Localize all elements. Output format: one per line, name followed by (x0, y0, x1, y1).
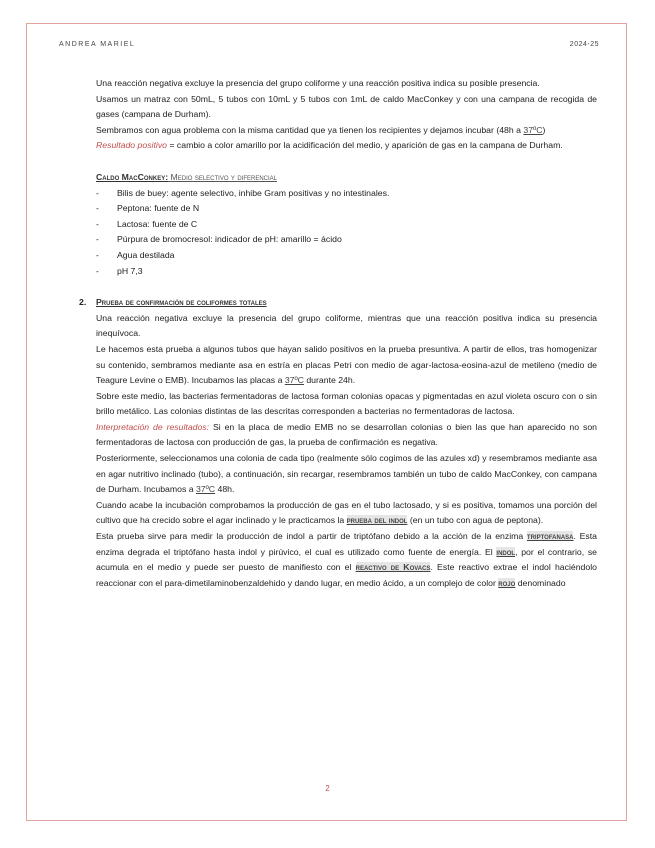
interpretation-label: Interpretación de resultados: (96, 421, 210, 432)
header-author: ANDREA MARIEL (59, 41, 136, 48)
caldo-subtitle: Medio selectivo y diferencial (168, 171, 278, 182)
term-highlight: rojo (498, 577, 516, 588)
caldo-heading (96, 170, 597, 186)
paragraph: Cuando acabe la incubación comprobamos la producción de gas en el tubo lactosado, y si es positiva, tomamos una porción del cultivo que ha crecido sobre el agar inclinado y le practicamos la prueba del indol (en un tubo con agua de peptona). (96, 499, 597, 526)
paragraph: Usamos un matraz con 50mL, 5 tubos con 10mL y 5 tubos con 1mL de caldo MacConkey y con una campana de recogida de gases (campana de Durham). (96, 93, 597, 120)
temperature: 37ºC (523, 124, 543, 135)
result-label: Resultado positivo (96, 140, 167, 151)
term-highlight: prueba del indol (346, 515, 408, 526)
paragraph: Le hacemos esta prueba a algunos tubos que hayan salido positivos en la prueba presuntiva. A partir de ellos, tras homogenizar su contenido, sembramos mediante asa en estría en placas Petri con medio de agar-lactosa-eosina-azul de metileno (medio de Teagure Levine o EMB). Incubamos las placas a 37ºC durante 24h. (96, 343, 597, 386)
caldo-title: Caldo MacConkey: (96, 171, 169, 182)
list-item: - Bilis de buey: agente selectivo, inhibe Gram positivas y no intestinales. (96, 186, 597, 202)
term-highlight: indol (496, 546, 516, 557)
paragraph: Sembramos con agua problema con la misma cantidad que ya tienen los recipientes y dejamos incubar (48h a 37ºC) (96, 124, 546, 135)
caldo-list (96, 186, 597, 280)
paragraph: Interpretación de resultados: Si en la placa de medio EMB no se desarrollan colonias o bien las que han aparecido no son fermentadoras de lactosa con producción de gas, la prueba de confirmación es negativa. (96, 421, 597, 448)
section-number: 2. (79, 297, 87, 308)
paragraph: Posteriormente, seleccionamos una colonia de cada tipo (realmente sólo cogimos de las azules xd) y resembramos mediante asa en agar nutritivo inclinado (tubo), a continuación, sin recargar, resembramos también un tubo de caldo MacConkey, con campana de Durham. Incubamos a 37ºC 48h. (96, 453, 597, 495)
list-item: - pH 7,3 (96, 264, 597, 280)
list-item: - Lactosa: fuente de C (96, 217, 597, 233)
term-highlight: triptofanasa (526, 531, 574, 542)
paragraph: Esta prueba sirve para medir la producción de indol a partir de triptófano debido a la acción de la enzima triptofanasa. Esta enzima degrada el triptófano hasta indol y pirúvico, el cual es utilizado como fuente de energía. El indol, por el contrario, se acumula en el medio y puede ser puesto de manifiesto con el reactivo de Kovacs. Este reactivo extrae el indol haciéndolo reaccionar con el para-dimetilaminobenzaldehido y dando lugar, en medio ácido, a un complejo de color rojo denominado (96, 531, 597, 588)
list-item: - Peptona: fuente de N (96, 201, 597, 217)
header-year: 2024-25 (569, 41, 599, 48)
term-highlight: reactivo de Kovacs (355, 562, 431, 573)
paragraph: Una reacción negativa excluye la presencia del grupo coliforme, mientras que una reacción positiva indica su presencia inequívoca. (96, 312, 597, 339)
paragraph: Una reacción negativa excluye la presencia del grupo coliforme y una reacción positiva indica su posible presencia. (96, 78, 540, 88)
section-title: Prueba de confirmación de coliformes totales (96, 297, 267, 308)
list-item: - Púrpura de bromocresol: indicador de pH: amarillo = ácido (96, 232, 597, 248)
section-2 (79, 295, 597, 591)
page-number: 2 (325, 784, 330, 793)
paragraph: Sobre este medio, las bacterias fermentadoras de lactosa forman colonias opacas y pigmentadas en azul violeta oscuro con o sin brillo metálico. Las colonias distintas de las descritas corresponden a bacterias no fermentadoras de lactosa. (96, 390, 597, 417)
temperature: 37ºC (195, 484, 216, 495)
temperature: 37ºC (284, 375, 304, 386)
document-body (79, 76, 597, 591)
list-item: - Agua destilada (96, 248, 597, 264)
paragraph: Resultado positivo = cambio a color amarillo por la acidificación del medio, y aparición de gas en la campana de Durham. (96, 140, 563, 151)
